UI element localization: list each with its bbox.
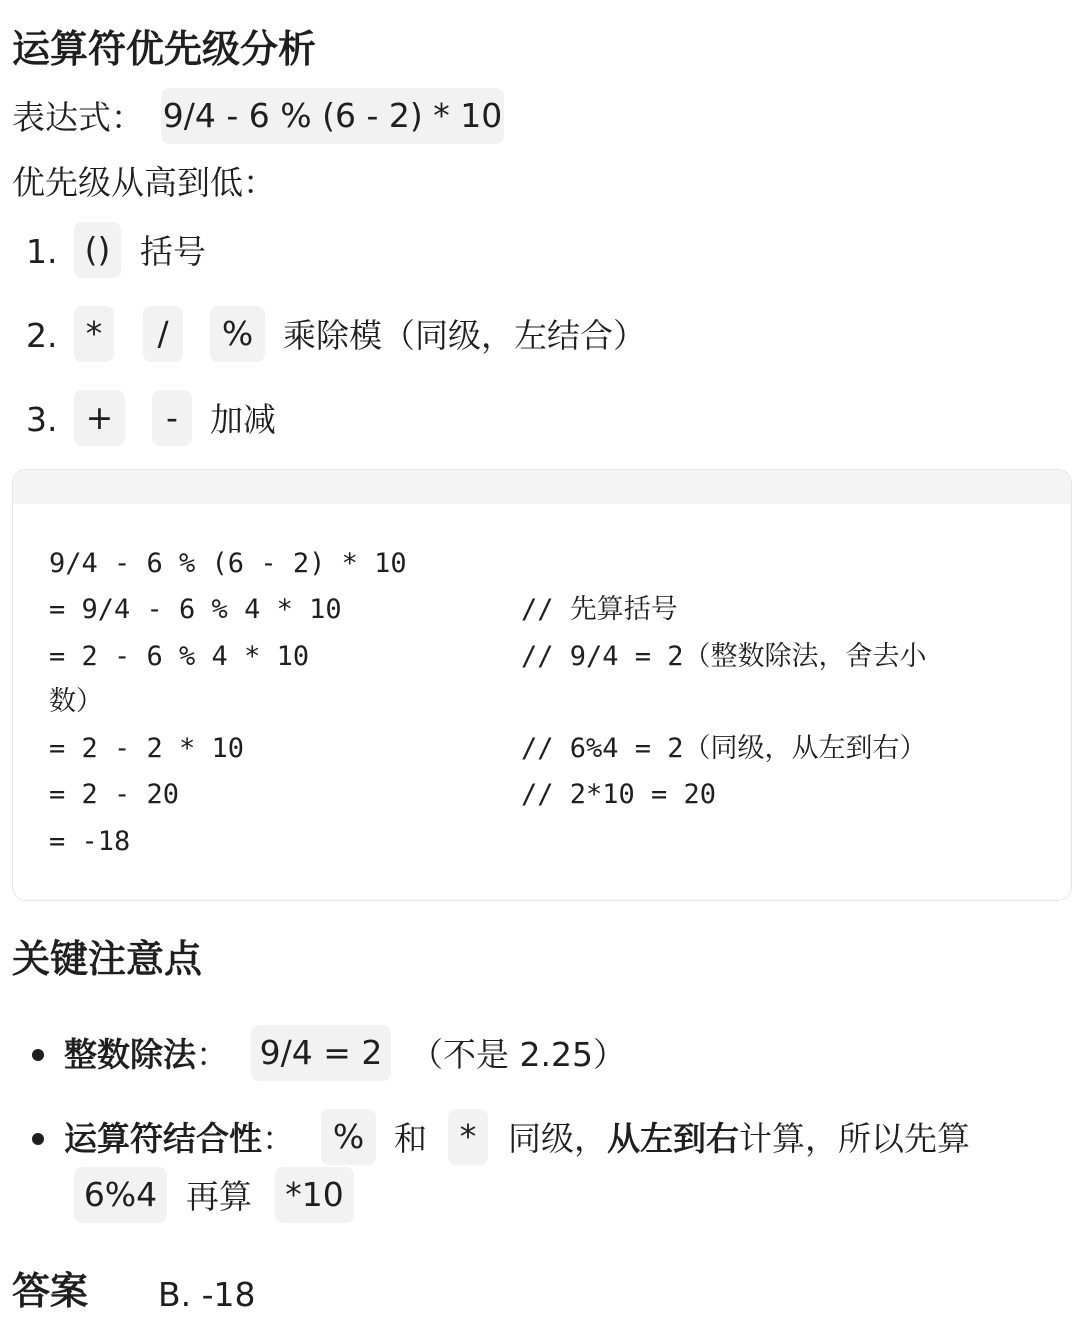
priority-desc-1: 括号 (140, 232, 206, 271)
key-point-2-text (508, 1119, 970, 1159)
key-points-heading: 关键注意点 (12, 937, 203, 981)
priority-number-3: 3. (26, 400, 58, 439)
key-point-2-code-modulo: % (321, 1109, 376, 1165)
op-modulo: % (210, 306, 265, 362)
code-line-3-wrap: 数） (49, 686, 103, 717)
code-block (12, 469, 1072, 901)
key-point-2-code-multiply: * (448, 1109, 488, 1165)
code-comment-2: // 先算括号 (521, 594, 678, 625)
op-multiply: * (74, 306, 114, 362)
key-point-2-text1: 同级， (508, 1119, 607, 1158)
priority-desc-2: 乘除模（同级，左结合） (283, 316, 646, 355)
key-point-1-colon: ： (196, 1035, 229, 1074)
answer-heading: 答案 (12, 1269, 89, 1313)
code-line-1: 9/4 - 6 % (6 - 2) * 10 (49, 548, 407, 579)
key-point-1-code: 9/4 = 2 (251, 1025, 391, 1081)
expression-label: 表达式： (12, 98, 144, 137)
op-divide: / (143, 306, 183, 362)
key-point-2-bold: 从左到右 (607, 1119, 739, 1158)
op-minus: - (152, 390, 192, 446)
code-comment-4: // 6%4 = 2（同级，从左到右） (521, 733, 927, 764)
op-parentheses: () (74, 222, 121, 278)
key-point-2-text2: 计算，所以先算 (739, 1119, 970, 1158)
code-line-2: = 9/4 - 6 % 4 * 10 (49, 594, 342, 625)
key-point-2-code-6mod4: 6%4 (74, 1167, 167, 1223)
expression-code: 9/4 - 6 % (6 - 2) * 10 (161, 88, 504, 144)
key-point-2-label-text: 运算符结合性 (64, 1119, 262, 1158)
bullet-dot-icon (32, 1133, 44, 1145)
key-point-2-code-times10: *10 (275, 1167, 354, 1223)
page-title: 运算符优先级分析 (12, 27, 317, 71)
code-line-3: = 2 - 6 % 4 * 10 (49, 641, 310, 672)
key-point-2-and: 和 (394, 1119, 427, 1158)
answer-value: B. -18 (158, 1275, 256, 1314)
priority-number-1: 1. (26, 232, 58, 271)
priority-number-2: 2. (26, 316, 58, 355)
code-comment-3: // 9/4 = 2（整数除法，舍去小 (521, 641, 927, 672)
code-line-6: = -18 (49, 826, 131, 857)
key-point-2-colon: ： (262, 1119, 295, 1158)
priority-desc-3: 加减 (210, 400, 276, 439)
key-point-2-text3: 再算 (186, 1177, 252, 1216)
key-point-1-label (64, 1035, 229, 1075)
code-line-4: = 2 - 2 * 10 (49, 733, 245, 764)
code-block-header (13, 470, 1071, 504)
code-comment-5: // 2*10 = 20 (521, 779, 717, 810)
key-point-2-label (64, 1119, 295, 1159)
key-point-1-label-text: 整数除法 (64, 1035, 196, 1074)
priority-heading: 优先级从高到低： (12, 163, 276, 202)
bullet-dot-icon (32, 1049, 44, 1061)
code-line-5: = 2 - 20 (49, 779, 180, 810)
key-point-1-note: （不是 2.25） (410, 1035, 626, 1074)
op-plus: + (74, 390, 125, 446)
